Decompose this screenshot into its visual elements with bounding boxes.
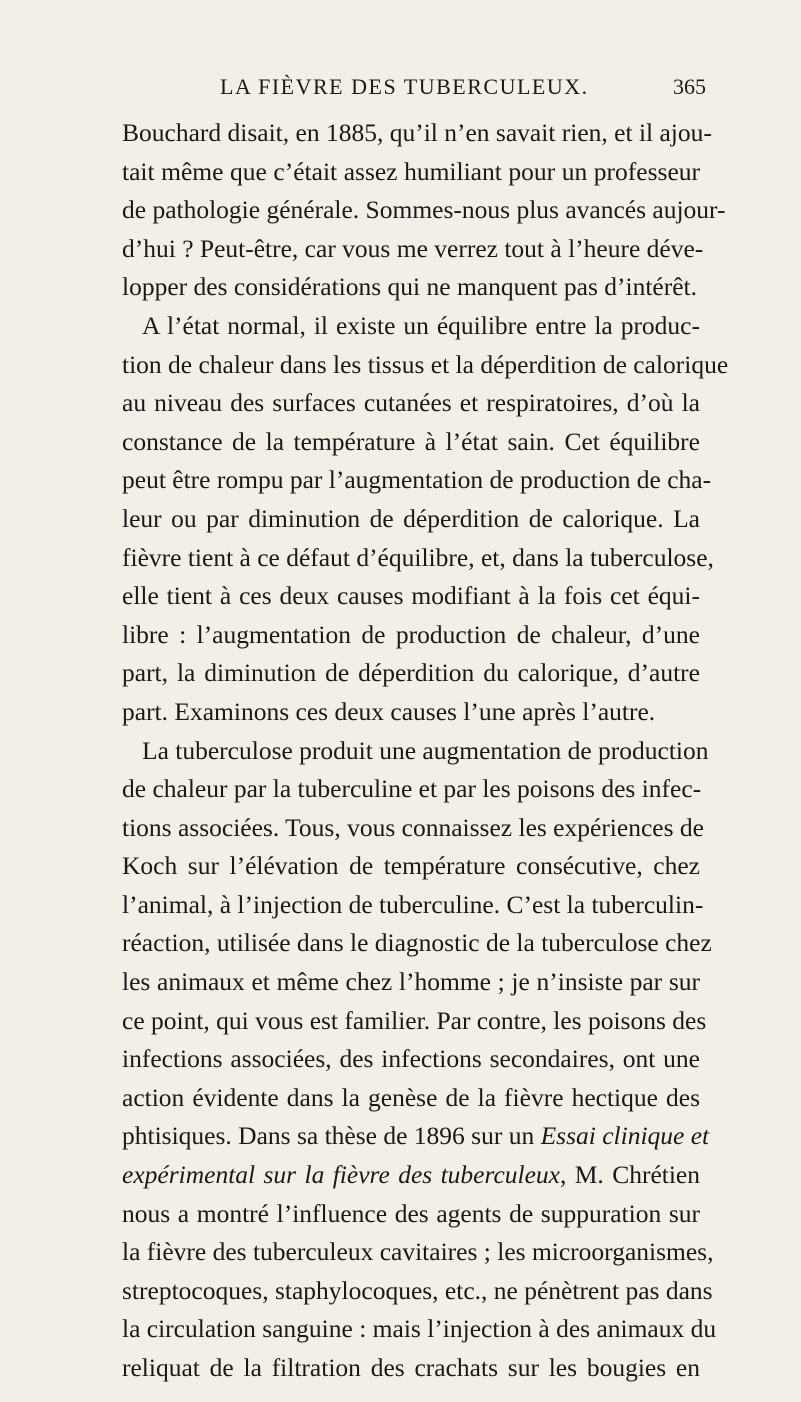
- italic-title: Essai clinique et: [540, 1121, 710, 1151]
- text-line: action évidente dans la genèse de la fièvre hectique des: [122, 1082, 700, 1112]
- text-line: fièvre tient à ce défaut d’équilibre, et, dans la tuberculose,: [122, 542, 714, 572]
- text-line: de pathologie générale. Sommes-nous plus avancés aujour-: [122, 195, 726, 225]
- text-line: streptocoques, staphylocoques, etc., ne pénètrent pas dans: [122, 1275, 713, 1305]
- text-line: Koch sur l’élévation de température consécutive, chez: [122, 851, 700, 881]
- text-line: Bouchard disait, en 1885, qu’il n’en savait rien, et il ajou-: [122, 118, 712, 147]
- text-line: leur ou par diminution de déperdition de calorique. La: [122, 503, 700, 533]
- text-line: les animaux et même chez l’homme ; je n’insiste par sur: [122, 967, 700, 997]
- text-line: ce point, qui vous est familier. Par contre, les poisons des: [122, 1005, 707, 1035]
- text-line: l’animal, à l’injection de tuberculine. C’est la tuberculin-: [122, 889, 704, 919]
- text-line: La tuberculose produit une augmentation de production: [142, 735, 709, 765]
- text-line: réaction, utilisée dans le diagnostic de la tuberculose chez: [122, 928, 712, 958]
- text-line: constance de la température à l’état sain. Cet équilibre: [122, 426, 700, 456]
- text-line: phtisiques. Dans sa thèse de 1896 sur un Essai clinique et: [122, 1121, 710, 1151]
- italic-title: expérimental sur la fièvre des tuberculeux: [122, 1160, 560, 1190]
- text-line: nous a montré l’influence des agents de suppuration sur: [122, 1198, 700, 1228]
- text-line: la circulation sanguine : mais l’injection à des animaux du: [122, 1314, 717, 1344]
- text-line: la fièvre des tuberculeux cavitaires ; les microorganismes,: [122, 1237, 714, 1267]
- text-line: part, la diminution de déperdition du calorique, d’autre: [122, 658, 700, 688]
- text-line: part. Examinons ces deux causes l’une après l’autre.: [122, 696, 656, 726]
- text-line: d’hui ? Peut-être, car vous me verrez tout à l’heure déve-: [122, 233, 704, 263]
- text-line: de chaleur par la tuberculine et par les poisons des infec-: [122, 774, 702, 804]
- text-line: lopper des considérations qui ne manquent pas d’intérêt.: [122, 272, 698, 302]
- text-line: A l’état normal, il existe un équilibre entre la produc-: [142, 310, 700, 340]
- text-line: libre : l’augmentation de production de chaleur, d’une: [122, 619, 700, 649]
- text-line: elle tient à ces deux causes modifiant à la fois cet équi-: [122, 581, 700, 611]
- text-line: peut être rompu par l’augmentation de production de cha-: [122, 465, 712, 495]
- text-line: expérimental sur la fièvre des tuberculeux, M. Chrétien: [122, 1160, 701, 1190]
- page-number: 365: [673, 74, 706, 99]
- text-line: tion de chaleur dans les tissus et la déperdition de calorique: [122, 349, 729, 379]
- body-text: [122, 114, 729, 1388]
- text-line: au niveau des surfaces cutanées et respiratoires, d’où la: [122, 388, 700, 418]
- text-line: tait même que c’était assez humiliant pour un professeur: [122, 156, 700, 186]
- running-title: LA FIÈVRE DES TUBERCULEUX.: [220, 74, 589, 99]
- text-line: infections associées, des infections secondaires, ont une: [122, 1044, 700, 1074]
- text-line: tions associées. Tous, vous connaissez les expériences de: [122, 812, 704, 842]
- running-head: [0, 70, 801, 102]
- text-line: reliquat de la filtration des crachats sur les bougies en: [122, 1353, 700, 1382]
